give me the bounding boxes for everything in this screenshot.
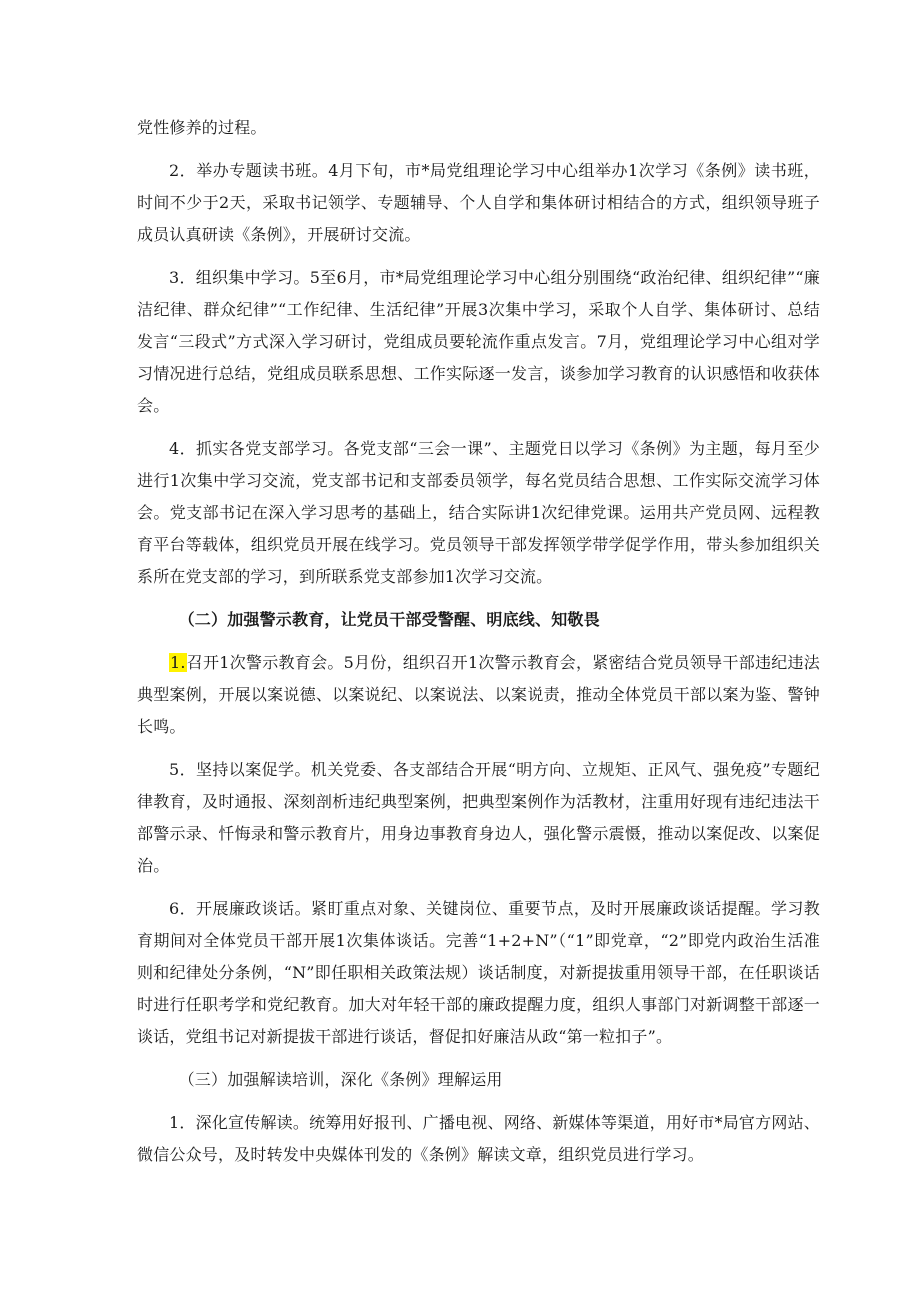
section-heading-warning-education: （二）加强警示教育，让党员干部受警醒、明底线、知敬畏 [178, 610, 600, 629]
paragraph-publicity: 1．深化宣传解读。统筹用好报刊、广播电视、网络、新媒体等渠道，用好市*局官方网站、微信公众号，及时转发中央媒体刊发的《条例》解读文章，组织党员进行学习。 [137, 1113, 820, 1164]
paragraph-warning-meeting [137, 647, 820, 743]
highlighted-number: 1. [170, 653, 186, 672]
paragraph-continuation: 党性修养的过程。 [137, 118, 267, 137]
section-heading-training: （三）加强解读培训，深化《条例》理解运用 [178, 1070, 503, 1089]
paragraph-case-study: 5．坚持以案促学。机关党委、各支部结合开展“明方向、立规矩、正风气、强免疫”专题纪律教育，及时通报、深刻剖析违纪典型案例，把典型案例作为活教材，注重用好现有违纪违法干部警示录、忏悔录和警示教育片，用身边事教育身边人，强化警示震慑，推动以案促改、以案促治。 [137, 760, 820, 875]
paragraph-reading-class: 2．举办专题读书班。4月下旬，市*局党组理论学习中心组举办1次学习《条例》读书班，时间不少于2天，采取书记领学、专题辅导、个人自学和集体研讨相结合的方式，组织领导班子成员认真研读《条例》，开展研讨交流。 [137, 161, 820, 244]
paragraph-branch-study: 4．抓实各党支部学习。各党支部“三会一课”、主题党日以学习《条例》为主题，每月至少进行1次集中学习交流，党支部书记和支部委员领学，每名党员结合思想、工作实际交流学习体会。党支部书记在深入学习思考的基础上，结合实际讲1次纪律党课。运用共产党员网、远程教育平台等载体，组织党员开展在线学习。党员领导干部发挥领学带学促学作用，带头参加组织关系所在党支部的学习，到所联系党支部参加1次学习交流。 [137, 439, 820, 586]
paragraph-integrity-talk: 6．开展廉政谈话。紧盯重点对象、关键岗位、重要节点，及时开展廉政谈话提醒。学习教育期间对全体党员干部开展1次集体谈话。完善“1+2+N”（“1”即党章，“2”即党内政治生活准则和纪律处分条例，“N”即任职相关政策法规）谈话制度，对新提拔重用领导干部，在任职谈话时进行任职考学和党纪教育。加大对年轻干部的廉政提醒力度，组织人事部门对新调整干部逐一谈话，党组书记对新提拔干部进行谈话，督促扣好廉洁从政“第一粒扣子”。 [137, 899, 820, 1046]
paragraph-centralized-study: 3．组织集中学习。5至6月，市*局党组理论学习中心组分别围绕“政治纪律、组织纪律”“廉洁纪律、群众纪律”“工作纪律、生活纪律”开展3次集中学习，采取个人自学、集体研讨、总结发言“三段式”方式深入学习研讨，党组成员要轮流作重点发言。7月，党组理论学习中心组对学习情况进行总结，党组成员联系思想、工作实际逐一发言，谈参加学习教育的认识感悟和收获体会。 [137, 268, 820, 415]
paragraph-warning-meeting-text: 召开1次警示教育会。5月份，组织召开1次警示教育会，紧密结合党员领导干部违纪违法典型案例，开展以案说德、以案说纪、以案说法、以案说责，推动全体党员干部以案为鉴、警钟长鸣。 [137, 653, 820, 736]
